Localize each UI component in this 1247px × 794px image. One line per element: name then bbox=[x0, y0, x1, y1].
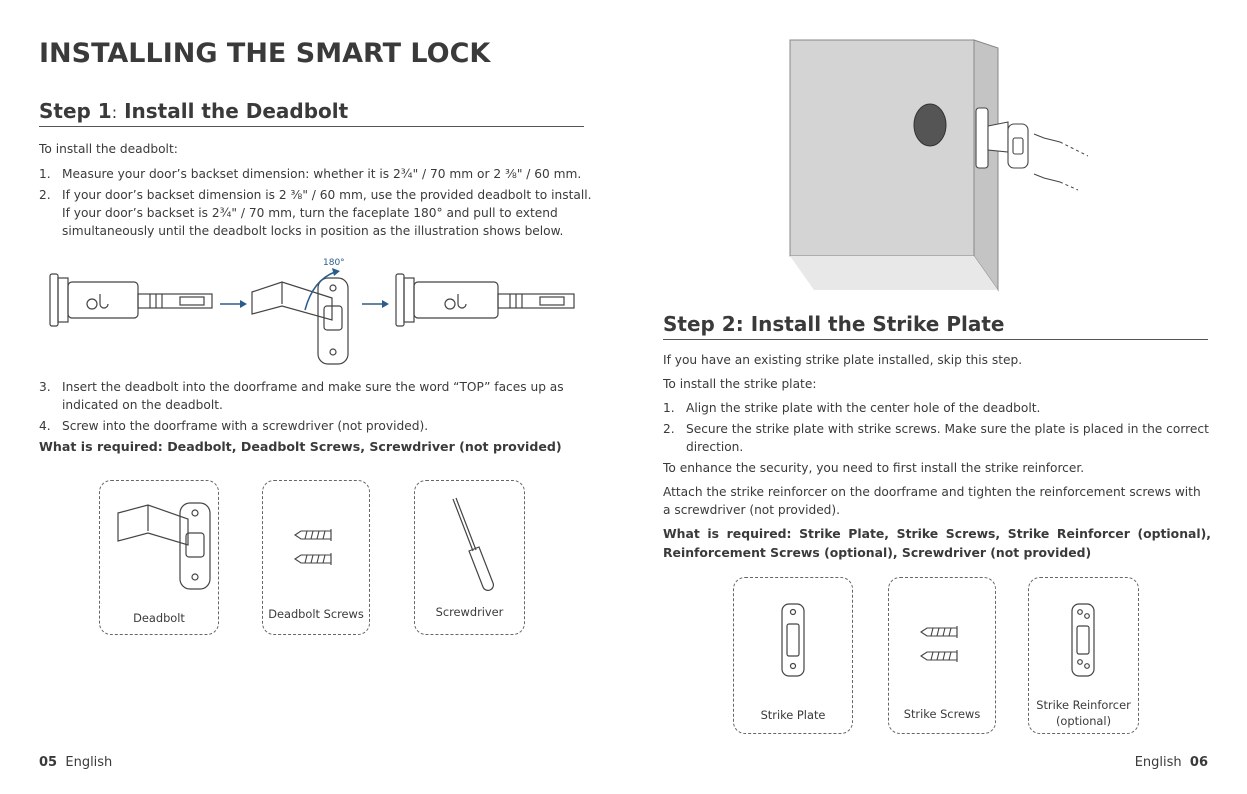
arrowhead-icon bbox=[382, 300, 389, 308]
step2-heading-text: Install the Strike Plate bbox=[750, 312, 1005, 336]
list-item: 2. Secure the strike plate with strike screws. Make sure the plate is placed in the correct direction. bbox=[663, 422, 1209, 454]
step2-paragraph: If you have an existing strike plate installed, skip this step. bbox=[663, 353, 1023, 367]
language-label: English bbox=[1134, 755, 1182, 770]
box-label: Strike Reinforcer bbox=[1036, 698, 1131, 712]
box-label: Strike Plate bbox=[760, 708, 826, 722]
step2-required: What is required: Strike Plate, Strike Screws, Strike Reinforcer (optional), Reinforcement Screws (optional), Screwdriver (not provided) bbox=[663, 526, 1211, 560]
step1-heading bbox=[39, 99, 584, 127]
step1-list-a bbox=[39, 165, 594, 240]
step2-paragraph: To enhance the security, you need to first install the strike reinforcer. bbox=[663, 461, 1085, 475]
list-item: 2. If your door’s backset dimension is 2 ⅜" / 60 mm, use the provided deadbolt to install. If your door’s backset is 2¾" / 70 mm, turn the faceplate 180° and pull to extend simultaneously until the deadbolt locks in position as the illustration shows below. bbox=[39, 188, 592, 238]
box-label: Deadbolt bbox=[133, 611, 185, 625]
step1-list-b bbox=[39, 378, 594, 435]
step1-heading-text: Install the Deadbolt bbox=[124, 99, 349, 123]
step1-intro: To install the deadbolt: bbox=[39, 142, 178, 156]
box-label: Strike Screws bbox=[903, 707, 981, 721]
deadbolt-70mm-drawing bbox=[396, 274, 574, 326]
list-item: 4. Screw into the doorframe with a screwdriver (not provided). bbox=[39, 419, 429, 433]
step1-heading-separator: : bbox=[111, 103, 118, 122]
deadbolt-adjust-illustration bbox=[40, 252, 585, 374]
deadbolt-box bbox=[99, 480, 219, 635]
strike-plate-icon bbox=[778, 600, 810, 680]
deadbolt-icon bbox=[108, 493, 212, 593]
strike-screws-box bbox=[888, 577, 996, 734]
rotation-label: 180° bbox=[323, 258, 345, 268]
screwdriver-box bbox=[414, 480, 525, 635]
screws-icon bbox=[919, 622, 969, 668]
page-number: 06 bbox=[1189, 755, 1208, 770]
screwdriver-icon bbox=[443, 495, 503, 591]
language-label: English bbox=[65, 755, 113, 770]
footer-left bbox=[39, 755, 112, 770]
footer-right bbox=[1135, 755, 1208, 770]
page-number: 05 bbox=[39, 755, 58, 770]
deadbolt-rotating-drawing bbox=[252, 278, 348, 364]
strike-reinforcer-icon bbox=[1068, 600, 1100, 680]
list-item: 1. Align the strike plate with the center hole of the deadbolt. bbox=[663, 401, 1041, 415]
step1-heading-prefix: Step 1 bbox=[39, 99, 112, 123]
arrowhead-icon bbox=[240, 300, 247, 308]
list-item: 3. Insert the deadbolt into the doorframe and make sure the word “TOP” faces up as indicated on the deadbolt. bbox=[39, 380, 564, 412]
strike-reinforcer-box bbox=[1028, 577, 1139, 734]
box-label: Screwdriver bbox=[435, 605, 504, 619]
screws-icon bbox=[1034, 134, 1088, 190]
step2-body bbox=[663, 351, 1211, 562]
step2-heading-prefix: Step 2: bbox=[663, 312, 744, 336]
list-item: 1. Measure your door’s backset dimension: whether it is 2¾" / 70 mm or 2 ⅜" / 60 mm. bbox=[39, 167, 582, 181]
screws-icon bbox=[293, 525, 343, 571]
box-label: Deadbolt Screws bbox=[268, 607, 364, 621]
strike-plate-box bbox=[733, 577, 853, 734]
step2-paragraph: Attach the strike reinforcer on the doorframe and tighten the reinforcement screws with a screwdriver (not provided). bbox=[663, 485, 1201, 517]
page-title: INSTALLING THE SMART LOCK bbox=[39, 38, 491, 69]
box-label: (optional) bbox=[1055, 714, 1112, 728]
step2-list bbox=[663, 399, 1211, 456]
door-strike-illustration bbox=[788, 38, 1088, 292]
deadbolt-screws-box bbox=[262, 480, 370, 635]
step2-heading bbox=[663, 312, 1208, 340]
step1-required: What is required: Deadbolt, Deadbolt Screws, Screwdriver (not provided) bbox=[39, 439, 562, 454]
deadbolt-60mm-drawing bbox=[50, 274, 212, 326]
step2-paragraph: To install the strike plate: bbox=[663, 377, 817, 391]
